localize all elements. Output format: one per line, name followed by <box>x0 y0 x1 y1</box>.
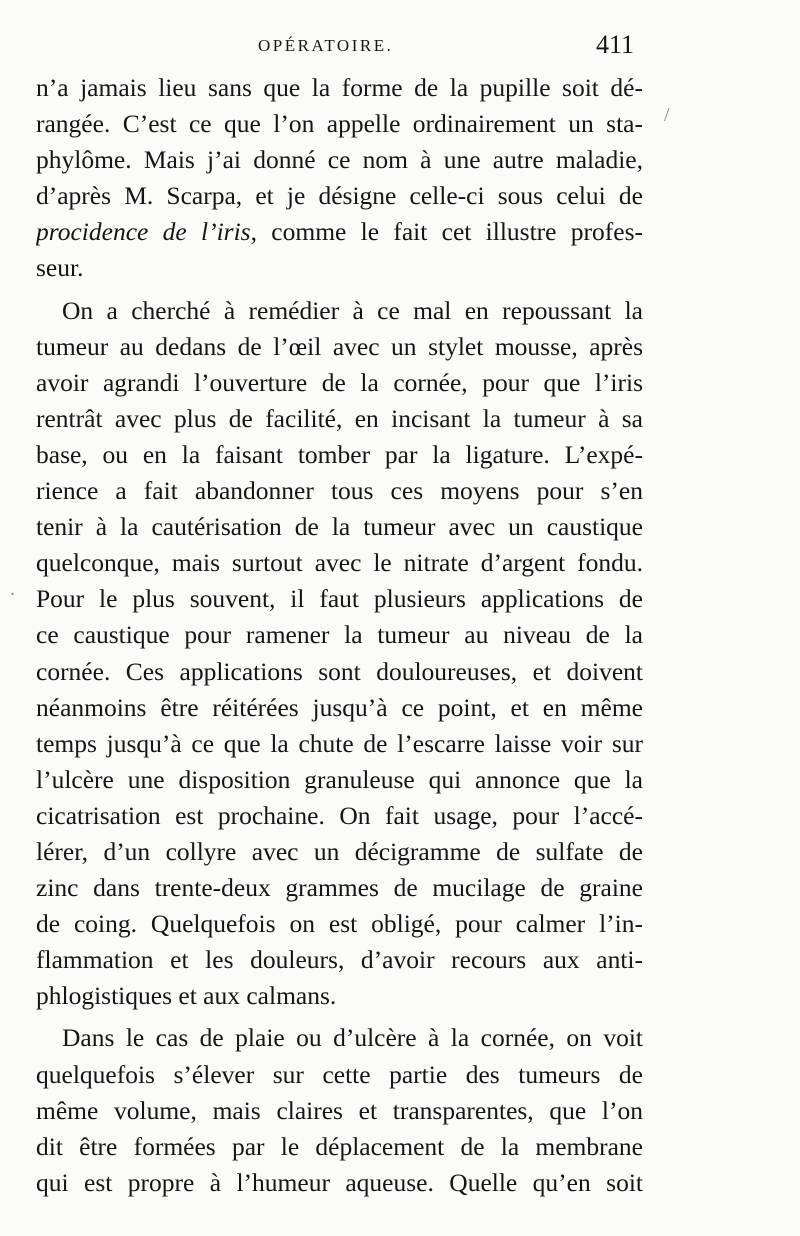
page-number: 411 <box>596 30 635 59</box>
text-line: rangée. C’est ce que l’on appelle ordinairement un sta- <box>36 109 643 139</box>
text-run: , comme le fait cet illustre profes- <box>250 217 643 247</box>
text-line: l’ulcère une disposition granuleuse qui annonce que la <box>36 764 643 794</box>
text-line: Pour le plus souvent, il faut plusieurs applications de <box>36 584 643 614</box>
text-line: tenir à la cautérisation de la tumeur avec un caustique <box>36 512 643 542</box>
text-line: avoir agrandi l’ouverture de la cornée, pour que l’iris <box>36 367 643 397</box>
paragraph-first-line: Dans le cas de plaie ou d’ulcère à la cornée, on voit <box>62 1023 643 1053</box>
italic-term: procidence de l’iris <box>36 217 251 247</box>
body-text <box>36 70 643 1201</box>
text-line: rience a fait abandonner tous ces moyens pour s’en <box>36 476 643 506</box>
text-line: même volume, mais claires et transparentes, que l’on <box>36 1095 643 1125</box>
text-line: base, ou en la faisant tomber par la ligature. L’expé- <box>36 439 643 469</box>
text-line: tumeur au dedans de l’œil avec un stylet mousse, après <box>36 331 643 361</box>
text-line: ce caustique pour ramener la tumeur au niveau de la <box>36 620 643 650</box>
running-head <box>0 30 800 60</box>
text-line: flammation et les douleurs, d’avoir recours aux anti- <box>36 945 643 975</box>
text-line: néanmoins être réitérées jusqu’à ce point, et en même <box>36 692 643 722</box>
text-line: dit être formées par le déplacement de la membrane <box>36 1131 643 1161</box>
text-line: phlogistiques et aux calmans. <box>36 981 337 1011</box>
text-line: temps jusqu’à ce que la chute de l’escarre laisse voir sur <box>36 728 643 758</box>
margin-mark: . <box>10 578 15 600</box>
text-line: cicatrisation est prochaine. On fait usage, pour l’accé- <box>36 800 643 830</box>
text-line: phylôme. Mais j’ai donné ce nom à une autre maladie, <box>36 145 643 175</box>
text-line: d’après M. Scarpa, et je désigne celle-ci sous celui de <box>36 181 643 211</box>
text-line: cornée. Ces applications sont douloureuses, et doivent <box>36 656 643 686</box>
paragraph-first-line: On a cherché à remédier à ce mal en repoussant la <box>62 295 643 325</box>
text-line: rentrât avec plus de facilité, en incisant la tumeur à sa <box>36 403 643 433</box>
text-line: zinc dans trente-deux grammes de mucilage de graine <box>36 873 643 903</box>
text-line <box>36 214 643 250</box>
text-line: qui est propre à l’humeur aqueuse. Quelle qu’en soit <box>36 1167 643 1197</box>
text-line: de coing. Quelquefois on est obligé, pour calmer l’in- <box>36 909 643 939</box>
text-line: quelconque, mais surtout avec le nitrate d’argent fondu. <box>36 548 643 578</box>
margin-mark: / <box>664 104 670 126</box>
text-line: seur. <box>36 253 84 283</box>
text-line: lérer, d’un collyre avec un décigramme de sulfate de <box>36 836 643 866</box>
text-line: n’a jamais lieu sans que la forme de la pupille soit dé- <box>36 73 643 102</box>
running-title: OPÉRATOIRE. <box>258 36 394 55</box>
text-line: quelquefois s’élever sur cette partie des tumeurs de <box>36 1059 643 1089</box>
